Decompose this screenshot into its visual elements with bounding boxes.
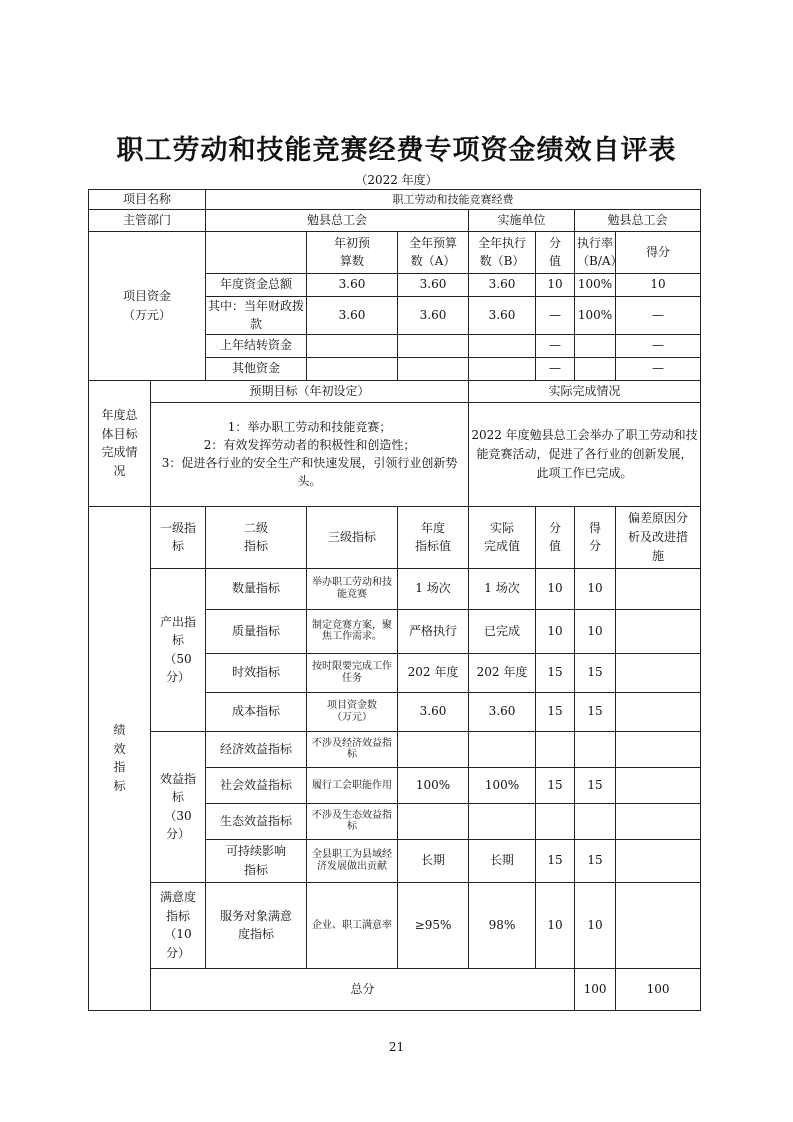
perf-value: 15	[536, 653, 575, 692]
perf-score: 10	[575, 568, 616, 609]
goals-actual: 2022 年度勉县总工会举办了职工劳动和技能竞赛活动，促进了各行业的创新发展，此项工作已完成。	[469, 402, 701, 506]
total-row	[89, 968, 701, 1010]
project-row	[89, 190, 701, 210]
perf-l2: 服务对象满意 度指标	[206, 882, 307, 968]
funds-cell: 3.60	[307, 296, 398, 334]
perf-l3: 制定竞赛方案，聚焦工作需求。	[307, 609, 398, 653]
perf-actual: 3.60	[469, 692, 536, 731]
perf-score: 15	[575, 839, 616, 882]
perf-value: 15	[536, 839, 575, 882]
funds-cell: 100%	[575, 296, 616, 334]
perf-note	[616, 882, 701, 968]
funds-row-name: 其他资金	[206, 357, 307, 380]
funds-row-name: 年度资金总额	[206, 273, 307, 296]
perf-actual: 98%	[469, 882, 536, 968]
perf-l3: 不涉及生态效益指标	[307, 803, 398, 839]
impl-label: 实施单位	[469, 209, 575, 231]
perf-header-row	[89, 506, 701, 568]
perf-value: 10	[536, 882, 575, 968]
perf-target: 202 年度	[398, 653, 469, 692]
page-number: 21	[388, 1040, 405, 1054]
funds-cell: —	[536, 334, 575, 357]
funds-cell: 3.60	[469, 273, 536, 296]
funds-cell: 10	[616, 273, 701, 296]
funds-row-name: 其中：当年财政拨款	[206, 296, 307, 334]
perf-l3: 履行工会职能作用	[307, 767, 398, 803]
perf-target: 3.60	[398, 692, 469, 731]
perf-l3: 全县职工为县域经济发展做出贡献	[307, 839, 398, 882]
goals-header-row	[89, 380, 701, 402]
goals-label: 年度总 体目标 完成情 况	[89, 380, 151, 506]
perf-target: 100%	[398, 767, 469, 803]
perf-score: 10	[575, 882, 616, 968]
perf-header-l2: 二级 指标	[206, 506, 307, 568]
project-label: 项目名称	[89, 190, 206, 210]
goals-actual-header: 实际完成情况	[469, 380, 701, 402]
perf-row	[89, 882, 701, 968]
perf-row	[89, 731, 701, 767]
perf-value: 10	[536, 609, 575, 653]
perf-actual: 已完成	[469, 609, 536, 653]
perf-score: 15	[575, 767, 616, 803]
perf-l2: 可持续影响 指标	[206, 839, 307, 882]
funds-cell: 10	[536, 273, 575, 296]
goals-content-row	[89, 402, 701, 506]
funds-cell	[398, 334, 469, 357]
perf-row	[89, 568, 701, 609]
perf-actual	[469, 803, 536, 839]
perf-value	[536, 731, 575, 767]
perf-header-actual: 实际 完成值	[469, 506, 536, 568]
perf-note	[616, 767, 701, 803]
funds-cell: 100%	[575, 273, 616, 296]
funds-cell: 3.60	[398, 296, 469, 334]
page-title: 职工劳动和技能竞赛经费专项资金绩效自评表	[116, 135, 677, 166]
perf-target	[398, 731, 469, 767]
funds-row-name: 上年结转资金	[206, 334, 307, 357]
funds-cell: 3.60	[307, 273, 398, 296]
funds-label: 项目资金 （万元）	[89, 231, 206, 380]
perf-l3: 不涉及经济效益指标	[307, 731, 398, 767]
perf-label: 绩 效 指 标	[89, 506, 151, 1010]
funds-cell: —	[616, 357, 701, 380]
dept-row	[89, 209, 701, 231]
project-value: 职工劳动和技能竞赛经费	[206, 190, 701, 210]
perf-actual: 202 年度	[469, 653, 536, 692]
total-value: 100	[575, 968, 616, 1010]
funds-header-row	[89, 231, 701, 273]
perf-target: 长期	[398, 839, 469, 882]
perf-score: 15	[575, 692, 616, 731]
perf-note	[616, 609, 701, 653]
perf-target	[398, 803, 469, 839]
perf-header-value: 分 值	[536, 506, 575, 568]
funds-cell: —	[536, 296, 575, 334]
perf-actual: 100%	[469, 767, 536, 803]
perf-value: 10	[536, 568, 575, 609]
perf-value: 15	[536, 767, 575, 803]
perf-l2: 数量指标	[206, 568, 307, 609]
perf-actual: 长期	[469, 839, 536, 882]
perf-score: 10	[575, 609, 616, 653]
funds-cell	[307, 357, 398, 380]
perf-header-l1: 一级指 标	[151, 506, 206, 568]
perf-note	[616, 653, 701, 692]
perf-group-satisfaction: 满意度 指标 （10 分）	[151, 882, 206, 968]
perf-note	[616, 692, 701, 731]
funds-header-rate: 执行率 （B/A）	[575, 231, 616, 273]
perf-l3: 举办职工劳动和技能竞赛	[307, 568, 398, 609]
perf-group-benefit: 效益指 标 （30 分）	[151, 731, 206, 882]
funds-cell	[307, 334, 398, 357]
impl-value: 勉县总工会	[575, 209, 701, 231]
funds-cell: —	[616, 296, 701, 334]
perf-header-note: 偏差原因分 析及改进措 施	[616, 506, 701, 568]
perf-l2: 时效指标	[206, 653, 307, 692]
goals-expected-header: 预期目标（年初设定）	[151, 380, 469, 402]
perf-l2: 社会效益指标	[206, 767, 307, 803]
perf-score: 15	[575, 653, 616, 692]
funds-cell	[575, 334, 616, 357]
subtitle-year: （2022 年度）	[355, 173, 438, 187]
funds-cell: —	[536, 357, 575, 380]
perf-actual: 1 场次	[469, 568, 536, 609]
funds-header-blank	[206, 231, 307, 273]
perf-target: ≥95%	[398, 882, 469, 968]
perf-value	[536, 803, 575, 839]
funds-header-value: 分 值	[536, 231, 575, 273]
perf-note	[616, 731, 701, 767]
perf-note	[616, 568, 701, 609]
perf-note	[616, 839, 701, 882]
funds-header-executed: 全年执行 数（B）	[469, 231, 536, 273]
perf-l3: 项目资金数 （万元）	[307, 692, 398, 731]
funds-header-budget: 全年预算 数（A）	[398, 231, 469, 273]
perf-l3: 按时限要完成工作任务	[307, 653, 398, 692]
perf-group-output: 产出指 标 （50 分）	[151, 568, 206, 731]
perf-header-score: 得 分	[575, 506, 616, 568]
goals-expected: 1：举办职工劳动和技能竞赛； 2：有效发挥劳动者的积极性和创造性； 3：促进各行业的安全生产和快速发展，引领行业创新势头。	[151, 402, 469, 506]
perf-score	[575, 731, 616, 767]
evaluation-table	[88, 189, 701, 1011]
perf-header-target: 年度 指标值	[398, 506, 469, 568]
perf-score	[575, 803, 616, 839]
funds-cell	[398, 357, 469, 380]
perf-l2: 质量指标	[206, 609, 307, 653]
total-label: 总分	[151, 968, 575, 1010]
dept-label: 主管部门	[89, 209, 206, 231]
perf-target: 严格执行	[398, 609, 469, 653]
funds-cell	[469, 334, 536, 357]
perf-target: 1 场次	[398, 568, 469, 609]
perf-l2: 生态效益指标	[206, 803, 307, 839]
dept-value: 勉县总工会	[206, 209, 469, 231]
total-score: 100	[616, 968, 701, 1010]
funds-cell: 3.60	[398, 273, 469, 296]
funds-cell: —	[616, 334, 701, 357]
funds-header-initial: 年初预 算数	[307, 231, 398, 273]
perf-actual	[469, 731, 536, 767]
perf-l2: 经济效益指标	[206, 731, 307, 767]
perf-header-l3: 三级指标	[307, 506, 398, 568]
funds-cell	[469, 357, 536, 380]
funds-cell	[575, 357, 616, 380]
funds-cell: 3.60	[469, 296, 536, 334]
perf-l2: 成本指标	[206, 692, 307, 731]
perf-note	[616, 803, 701, 839]
perf-l3: 企业、职工满意率	[307, 882, 398, 968]
funds-header-score: 得分	[616, 231, 701, 273]
perf-value: 15	[536, 692, 575, 731]
